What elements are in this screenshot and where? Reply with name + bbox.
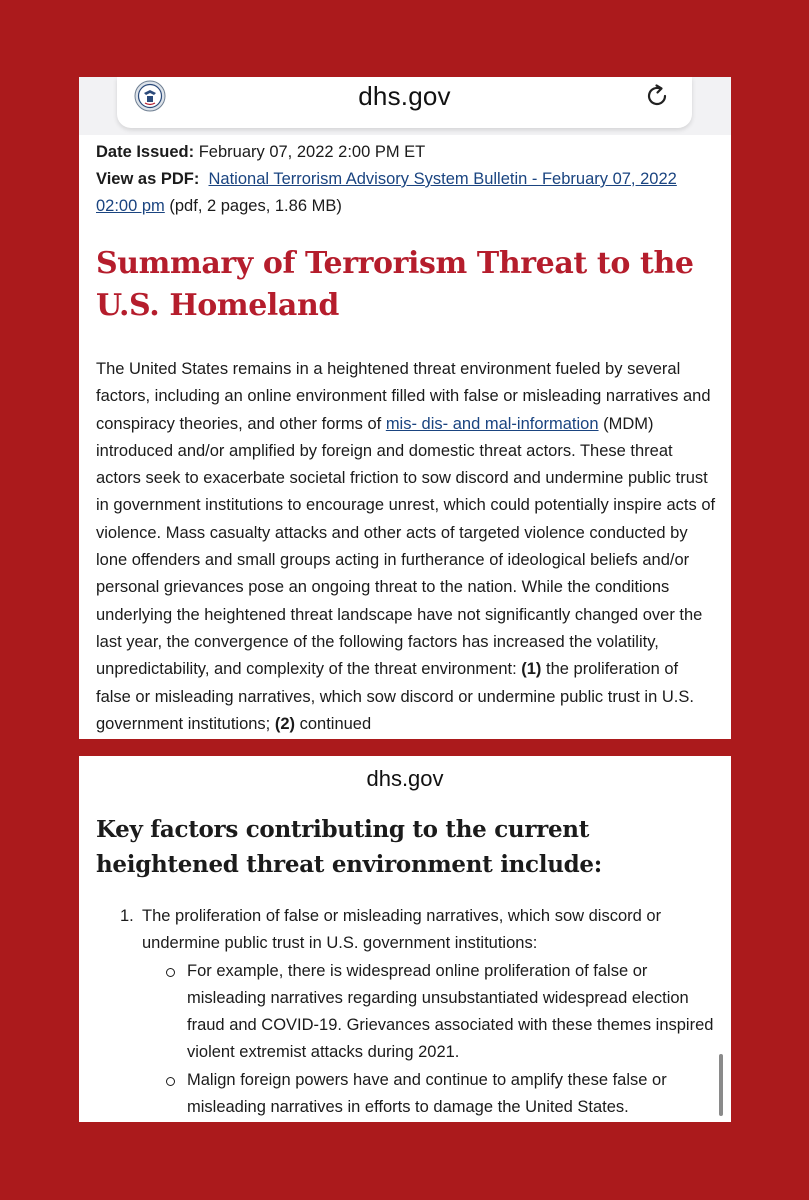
bulletin-pdf-link[interactable]: National Terrorism Advisory System Bulletin - February 07, 2022 02:00 pm: [96, 170, 677, 215]
browser-address-area: [79, 77, 731, 135]
list-item: [96, 903, 716, 1121]
paragraph-text-1: The United States remains in a heightened threat environment fueled by several factors, including an online environment filled with false or misleading narratives and conspiracy theories, and other forms of: [96, 360, 711, 433]
date-issued-label: Date Issued:: [96, 143, 195, 161]
date-issued-row: [96, 139, 716, 166]
summary-heading: Summary of Terrorism Threat to the U.S. Homeland: [96, 246, 694, 323]
view-pdf-row: [96, 166, 716, 220]
address-bar[interactable]: [117, 77, 692, 128]
bullet-icon: [166, 1077, 175, 1086]
key-factors-heading: Key factors contributing to the current heightened threat environment include:: [96, 816, 602, 878]
screenshot-bottom: [79, 756, 731, 1122]
key-factors-section: [96, 812, 716, 882]
sub-item-text: For example, there is widespread online proliferation of false or misleading narratives regarding unsubstantiated widespread election fraud and COVID-19. Grievances associated with these themes inspired violent extremist attacks during 2021.: [187, 961, 714, 1062]
bullet-icon: [166, 968, 175, 977]
paragraph-text-3: the proliferation of false or misleading narratives, which sow discord or undermine public trust in U.S. government institutions;: [96, 660, 694, 733]
url-domain-compact[interactable]: dhs.gov: [366, 766, 444, 791]
marker-1: (1): [521, 660, 542, 679]
sub-item-text: Malign foreign powers have and continue to amplify these false or misleading narratives in efforts to damage the United States.: [187, 1070, 667, 1117]
factor-text: The proliferation of false or misleading narratives, which sow discord or undermine public trust in U.S. government institutions:: [142, 907, 662, 953]
mdm-link[interactable]: mis- dis- and mal-information: [385, 414, 599, 433]
view-pdf-label: View as PDF:: [96, 170, 200, 188]
summary-section: [96, 243, 716, 327]
screenshot-top: [79, 77, 731, 739]
summary-paragraph: [96, 356, 716, 738]
sub-list-item: [142, 1067, 716, 1122]
bulletin-meta: [96, 139, 716, 220]
marker-2: (2): [274, 714, 296, 733]
factors-list: [96, 903, 716, 1121]
pdf-info: (pdf, 2 pages, 1.86 MB): [169, 197, 342, 215]
summary-paragraph-block: [96, 356, 716, 738]
sub-list-item: [142, 958, 716, 1067]
reload-icon[interactable]: [644, 83, 670, 109]
url-domain[interactable]: dhs.gov: [358, 81, 451, 111]
scrollbar-thumb[interactable]: [719, 1054, 723, 1116]
paragraph-text-4: continued: [295, 714, 372, 733]
paragraph-text-2: (MDM) introduced and/or amplified by foreign and domestic threat actors. These threat actors seek to exacerbate societal friction to sow discord and undermine public trust in government institutions to encourage unrest, which could potentially inspire acts of violence. Mass casualty attacks and other acts of targeted violence conducted by lone offenders and small groups acting in furtherance of ideological beliefs and/or personal grievances pose an ongoing threat to the nation. While the conditions underlying the heightened threat landscape have not significantly changed over the last year, the convergence of the following factors has increased the volatility, unpredictability, and complexity of the threat environment:: [96, 414, 716, 679]
date-issued-value: February 07, 2022 2:00 PM ET: [198, 143, 426, 161]
factor-sublist: [142, 958, 716, 1122]
factors-list-block: [96, 903, 716, 1121]
list-number: 1.: [120, 907, 134, 925]
